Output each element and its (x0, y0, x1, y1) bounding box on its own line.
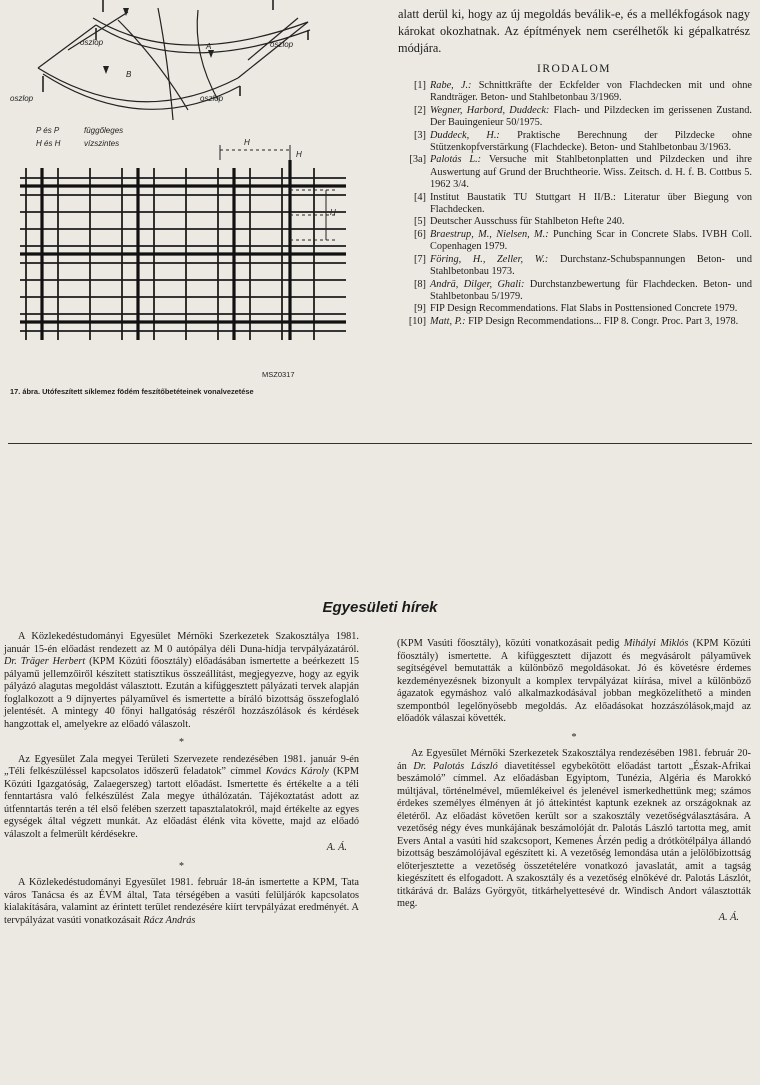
reference-text (430, 192, 752, 217)
reference-item (398, 80, 752, 105)
person-name: Mihályi Miklós (623, 638, 689, 649)
legend-p-desc: függőleges (84, 126, 124, 135)
person-name: Dr. Träger Herbert (4, 656, 86, 667)
legend-p: P és P (36, 126, 60, 135)
reference-title: Schnittkräfte der Eckfelder von Flachdecken mit und ohne Randträger. Beton- und Stahlbetonbau 3/1969. (430, 80, 752, 104)
reference-title: Durchstanz-Schubspannungen Beton- und Stahlbetonbau 1973. (430, 253, 752, 278)
reference-item (398, 316, 752, 328)
label-force-a: A (206, 42, 212, 51)
reference-title: Durchstanzbewertung für Flachdecken. Beton- und Stahlbetonbau 5/1979. (430, 278, 752, 302)
reference-title: Flach- und Pilzdecken im gerissenen Zustand. Der Bauingenieur 50/1975. (430, 104, 752, 129)
reference-item (398, 105, 752, 130)
person-name: Dr. Palotás László (413, 760, 498, 772)
reference-title: Versuche mit Stahlbetonplatten und Pilzdecken und ihre Auswertung auf Grund der Bruchtheorie. Wiss. Zeitsch. d. H. f. B. Cottbus 5. 1962 3/4. (430, 154, 752, 191)
reference-title: Punching Scar in Concrete Slabs. IVBH Coll. Copenhagen 1979. (430, 228, 752, 253)
references-heading: IRODALOM (537, 63, 611, 75)
signature: A. Á. (326, 842, 347, 853)
label-h1-side: H (330, 208, 336, 217)
reference-number: [10] (408, 315, 426, 327)
news-item-3: A Közlekedéstudományi Egyesület 1981. február 18-án ismertette a KPM, Tata város Tanácsa és az ÉVM által, Tata térségében a vasúti felüljárók kapcsolatos kialakítására, valamint az érintett terület rendezésére kiírt tervpályázat eredményét. A tervpályázat vasúti vonatkozásait Rácz András (4, 877, 359, 926)
label-column-4: oszlop (200, 94, 224, 103)
reference-item (398, 254, 752, 279)
reference-item (398, 130, 752, 155)
news-item-4: Az Egyesület Mérnöki Szerkezetek Szakosztálya rendezésében 1981. február 20-án Dr. Palotás László diavetítéssel egybekötött előadást tartott „Észak-Afrikai beszámoló” címmel. Az előadásban Egyiptom, Tunézia, Algéria és Marokkó múltjával, történelmével, műemlékeivel és jelenével ismerkedhettünk meg; számos érdekes személyes élményen át jó áttekintést kaptunk ezeknek az országoknak az életéről. Az előadást követően került sor a szakosztály vezetőségválasztására. A vezetőség négy éves munkájának beszámolóját dr. Palotás László tartotta meg, amit Evers Antal a vasúti híd szakcsoport, Kemenes Árzén pedig a drótkötélpálya állandó bizottság beszámolójával egészített ki. A vezetőség lemondása után a jelölőbizottság előterjesztette a vezetőség összetételére vonatkozó javaslatát, amit a tagság kiegészített és elfogadott. A szakosztály és a vezetőség elnökévé dr. Palotás Lászlót, titkárává dr. Balázs Györgyöt, titkárhelyettesévé dr. Windisch Andort választották meg. (397, 748, 752, 909)
label-hc: H (296, 150, 302, 159)
reference-item (398, 192, 752, 217)
reference-number: [2] (413, 104, 426, 116)
reference-title: Praktische Berechnung der Pilzdecke ohne Stützenkopfverstärkung (Flachdecke). Beton- und Stahlbetonbau 3/1963. (430, 129, 752, 154)
reference-text (430, 80, 752, 105)
reference-text (430, 229, 752, 254)
reference-item (398, 154, 752, 191)
label-h1-top: H (244, 138, 250, 147)
reference-number: [6] (413, 228, 426, 240)
reference-number: [8] (413, 278, 426, 290)
reference-item (398, 279, 752, 304)
reference-text (430, 130, 752, 155)
reference-authors: Duddeck, H.: (430, 129, 500, 141)
reference-text (430, 254, 752, 279)
reference-authors: Rabe, J.: (430, 80, 472, 91)
reference-text (430, 316, 752, 328)
separator-star: * (179, 737, 184, 748)
reference-number: [3a] (409, 154, 426, 166)
reference-authors: Palotás L.: (430, 154, 482, 166)
figure-stamp: MSZ0317 (262, 370, 295, 379)
reference-number: [9] (413, 303, 426, 315)
news-column-left (4, 631, 359, 927)
reference-title: Deutscher Ausschuss für Stahlbeton Hefte 240. (430, 216, 625, 228)
reference-title: Institut Baustatik TU Stuttgart H II/B.: Literatur über Biegung von Flachdecken. (430, 191, 752, 216)
reference-text (430, 105, 752, 130)
legend-h-desc: vízszintes (84, 139, 120, 148)
figure-17 (8, 0, 358, 379)
reference-text (430, 279, 752, 304)
reference-text (430, 303, 752, 315)
reference-authors: Braestrup, M., Nielsen, M.: (430, 228, 549, 240)
label-force-b: B (126, 70, 132, 79)
reference-item (398, 216, 752, 228)
news-item-3-cont: (KPM Vasúti főosztály), közúti vonatkozásait pedig Mihályi Miklós (KPM Közúti főosztály) ismertette. A kifüggesztett díjazott és megvásárolt pályaművek segítségével bemutatták a különböző megoldásokat. Jó és követésre érdemes kezdeményezésnek bizonyult a komplex tervpályázat kiírása, mivel a különböző ágazatok egymáshoz való alkalmazkodásával jobban megközelíthető a minden szempontból legelőnyösebb megoldás. Az előadásokat hozzászólások,majd az előadók válaszai követték. (397, 638, 751, 724)
reference-text (430, 216, 752, 228)
reference-item (398, 303, 752, 315)
reference-number: [1] (413, 80, 426, 91)
reference-title: FIP Design Recommendations... FIP 8. Congr. Proc. Part 3, 1978. (468, 315, 739, 327)
intro-paragraph: alatt derül ki, hogy az új megoldás beválik-e, és a mellékfogások nagy károkat okozhatnak. Az építmények nem cserélhetők ki gépalkatrész módjára. (398, 7, 750, 55)
reference-authors: Andrä, Dilger, Ghali: (430, 278, 525, 290)
news-item-2: Az Egyesület Zala megyei Területi Szervezete rendezésében 1981. január 9-én „Téli felkészüléssel kapcsolatos időszerű feladatok” címmel Kovács Károly (KPM Közúti Igazgatóság, Zalaegerszeg) tartott előadást. Ismertette és értékelte a a téli fenntartásra való felkészülést Zala megye úthálózatán. Tájékoztatást adott az útfenntartás terén a tél első felében szerzett tapasztalatokról, majd értékelte az egyes egységek által végzett munkát. Az előadást élénk vita követte, majd az előadó válaszolt a felmerült kérdésekre. (4, 753, 359, 840)
figure-caption-text: Utófeszített síklemez födém feszítőbetéteinek vonalvezetése (42, 387, 254, 396)
separator-star: * (571, 731, 577, 743)
references-list (398, 80, 752, 328)
person-name: Rácz András (143, 914, 196, 926)
news-item-1: A Közlekedéstudományi Egyesület Mérnöki Szerkezetek Szakosztálya 1981. január 15-én előadást rendezett az M 0 autópálya déli Duna-hídja tervpályázatáról. Dr. Träger Herbert (KPM Közúti főosztály) előadásában ismertette a beérkezett 15 pályamű jellemzőiről készített statisztikus összeállítást, megjegyezve, hogy az egyik pályázó alagutas megoldást választott. Ezután a kifüggesztett pályázati tervek alapján foglalkozott a 9 díjnyertes pályaművel és ismertette a bíráló bizottság összefoglaló jelentését. A mintegy 40 főnyi hallgatóság részéről hozzászólások és kérdések hangzottak el, amelyekre az előadó válaszolt. (4, 631, 359, 730)
label-column-3: oszlop (10, 94, 34, 103)
section-title: Egyesületi hírek (322, 599, 438, 616)
label-column-1: oszlop (80, 38, 104, 47)
reference-title: FIP Design Recommendations. Flat Slabs in Posttensioned Concrete 1979. (430, 303, 738, 315)
reference-item (398, 229, 752, 254)
figure-caption (10, 387, 362, 396)
reference-authors: Matt, P.: (430, 315, 466, 327)
reference-text (430, 154, 752, 191)
reference-authors: Wegner, Harbord, Duddeck: (430, 104, 550, 116)
tendon-diagram (8, 0, 358, 345)
separator-star: * (179, 860, 184, 872)
person-name: Kovács Károly (265, 766, 329, 777)
legend-h: H és H (36, 139, 61, 148)
reference-authors: Föring, H., Zeller, W.: (430, 253, 549, 265)
figure-caption-number: 17. ábra. (10, 387, 40, 396)
news-column-right (397, 638, 751, 924)
reference-number: [3] (413, 129, 426, 141)
divider-line (8, 443, 752, 444)
reference-number: [4] (413, 191, 426, 203)
reference-number: [5] (413, 216, 426, 228)
label-column-2: oszlop (270, 40, 294, 49)
reference-number: [7] (413, 253, 426, 265)
signature: A. Á. (718, 911, 739, 923)
